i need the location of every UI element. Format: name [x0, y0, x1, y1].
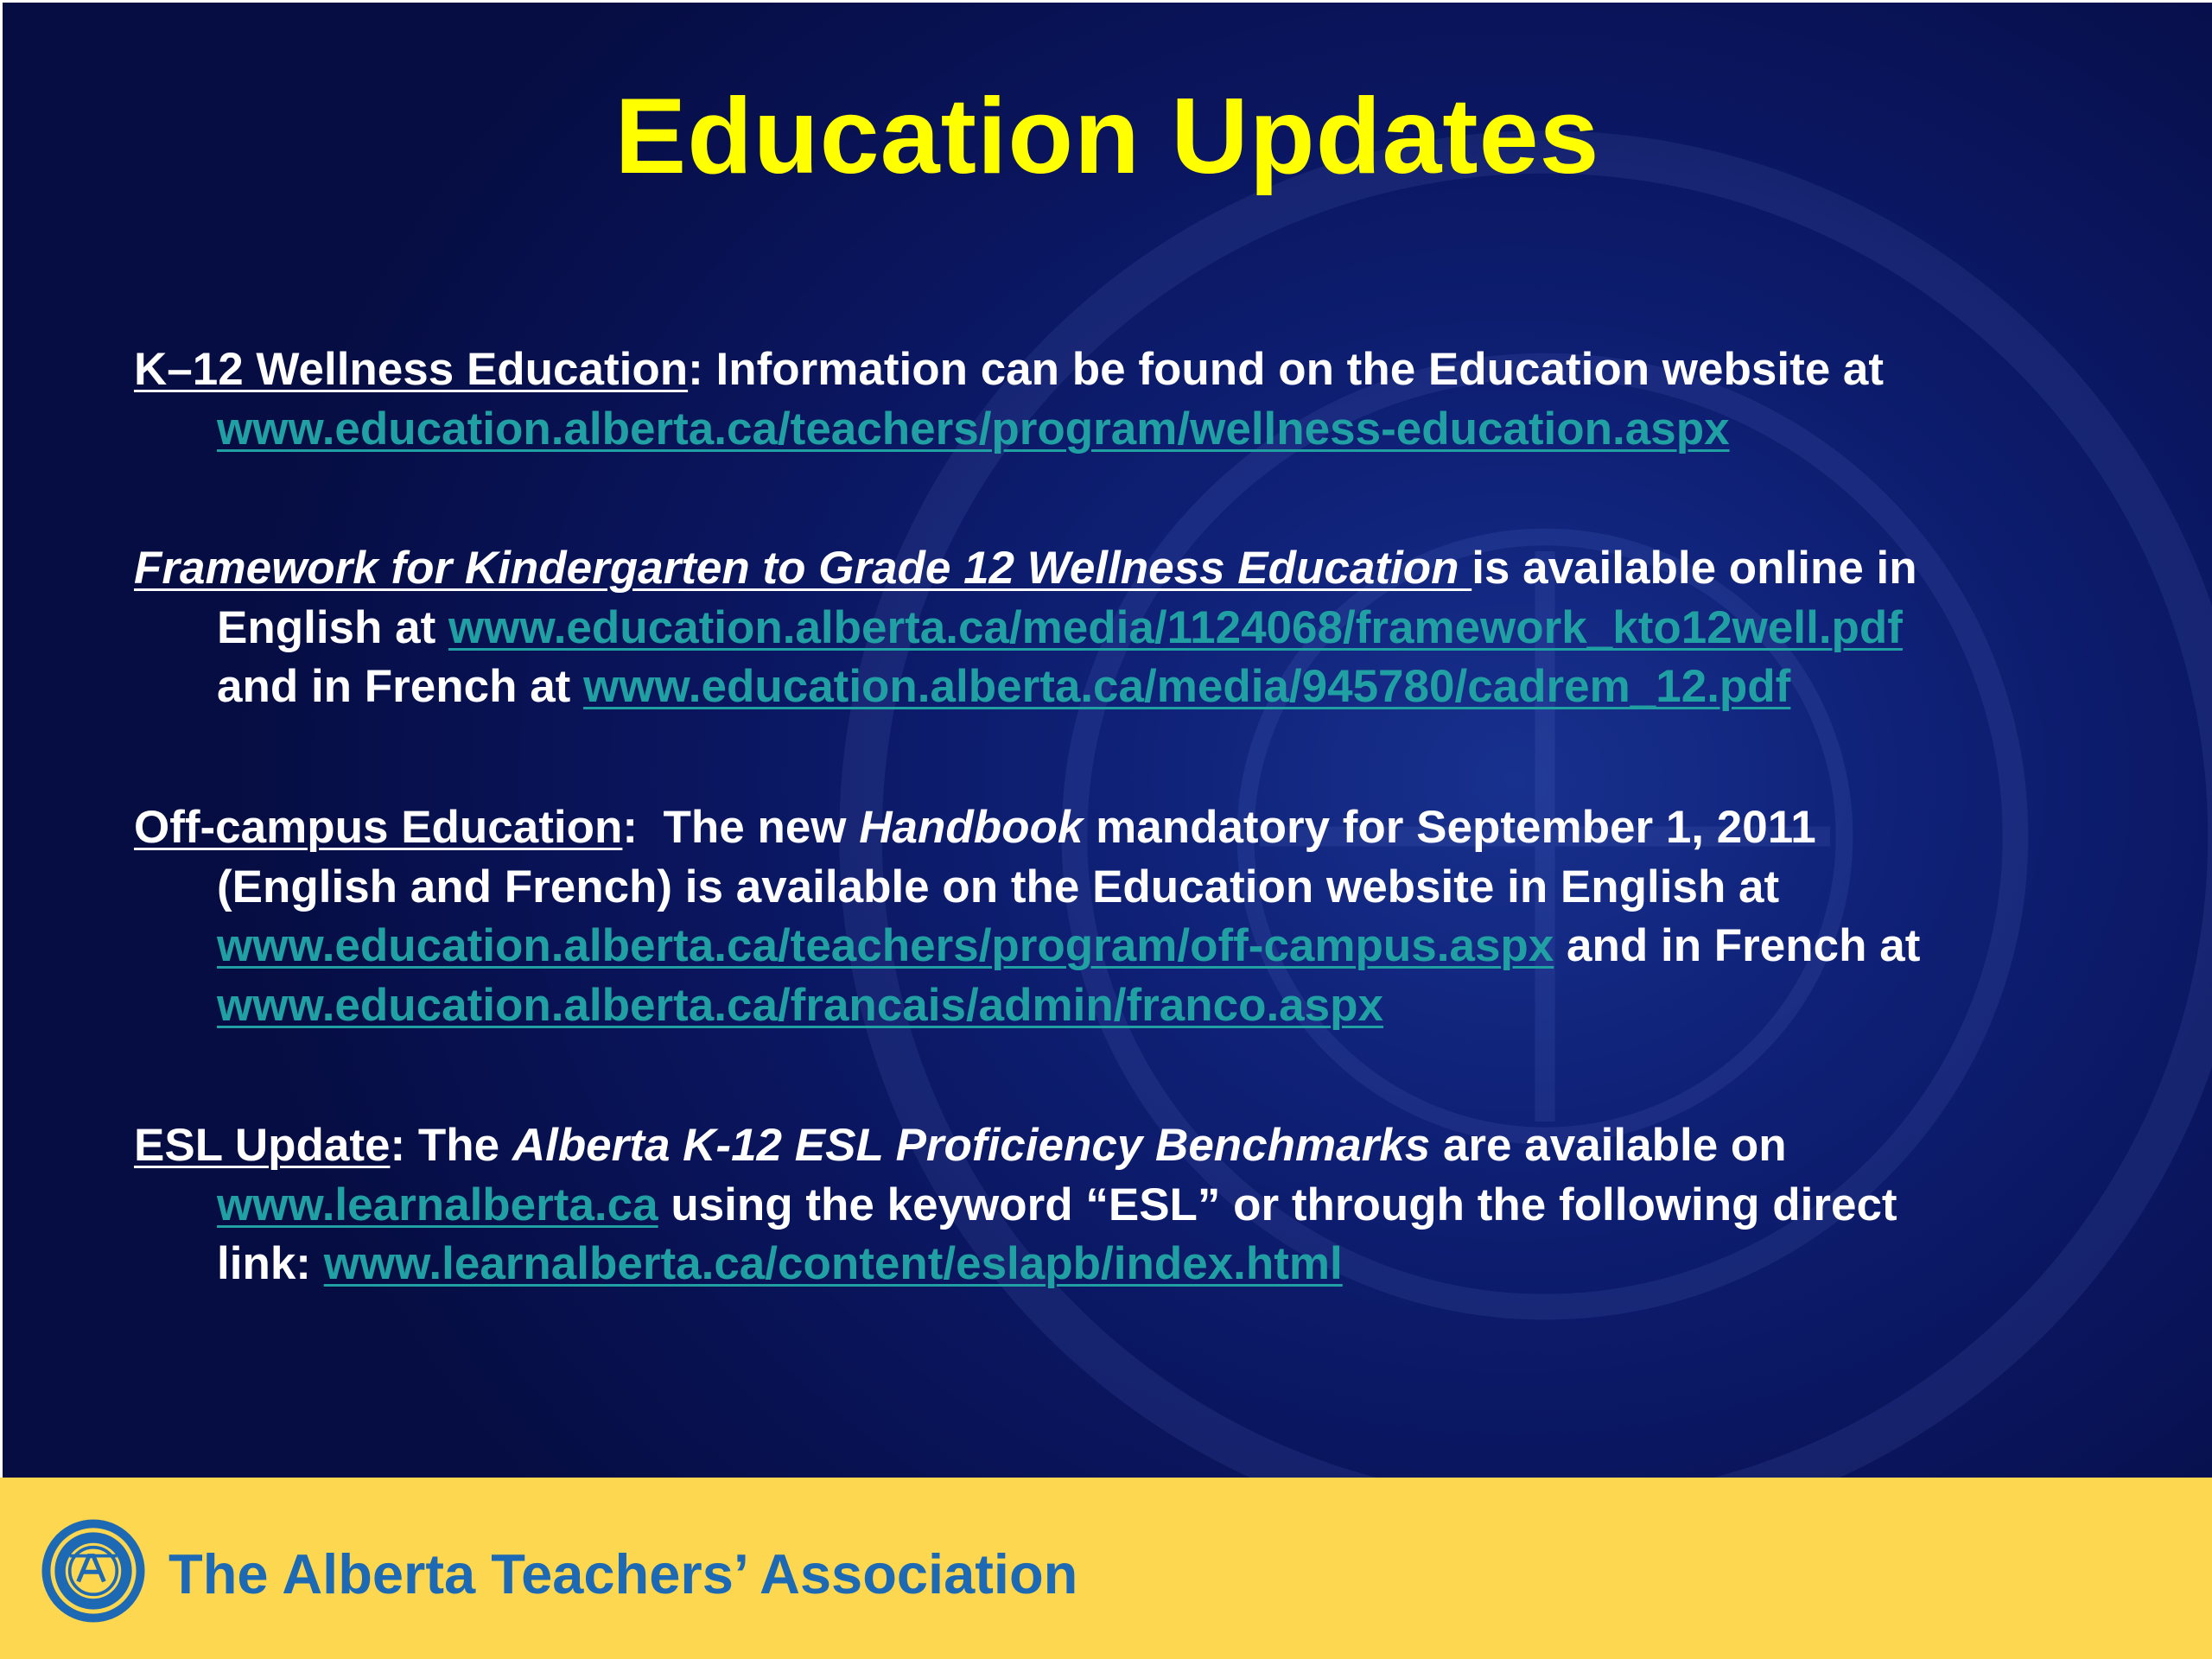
item-text: and in French at [1567, 920, 1921, 971]
esl-update-item [134, 1116, 2170, 1294]
framework-french-link[interactable]: www.education.alberta.ca/media/945780/cadrem_12.pdf [583, 661, 1791, 712]
item-text: are available on [1442, 1120, 1787, 1171]
item-heading: Off-campus Education [134, 802, 623, 853]
item-text: : Information can be found on the Education website at [688, 344, 1885, 395]
ata-seal-icon [40, 1517, 147, 1624]
framework-english-link[interactable]: www.education.alberta.ca/media/1124068/framework_kto12well.pdf [448, 601, 1903, 653]
esl-benchmarks-link[interactable]: www.learnalberta.ca/content/eslapb/index.html [323, 1238, 1343, 1289]
item-text: : The [390, 1120, 500, 1171]
item-emphasis: Handbook [859, 802, 1084, 853]
item-text: link: [217, 1238, 311, 1289]
item-heading: Framework for Kindergarten to Grade 12 Wellness Education [134, 543, 1459, 594]
item-text: (English and French) is available on the Education website in English at [217, 861, 1780, 912]
item-text: mandatory for September 1, 2011 [1096, 802, 1816, 853]
learnalberta-link[interactable]: www.learnalberta.ca [217, 1179, 658, 1230]
off-campus-french-link[interactable]: www.education.alberta.ca/francais/admin/franco.aspx [217, 979, 1383, 1031]
item-emphasis: Alberta K-12 ESL Proficiency Benchmarks [512, 1120, 1431, 1171]
slide-content-area [3, 3, 2212, 1478]
off-campus-education-item [134, 798, 2170, 1035]
wellness-framework-item [134, 539, 2170, 717]
item-text: is available online in [1471, 543, 1917, 594]
item-text: : The new [622, 802, 847, 853]
wellness-education-link[interactable]: www.education.alberta.ca/teachers/program/wellness-education.aspx [217, 403, 1730, 454]
footer-bar [0, 1478, 2212, 1659]
organization-name: The Alberta Teachers’ Association [168, 1542, 1078, 1605]
item-text: using the keyword “ESL” or through the following direct [671, 1179, 1897, 1230]
item-heading: ESL Update [134, 1120, 391, 1171]
item-heading: K–12 Wellness Education [134, 344, 689, 395]
wellness-education-item [134, 340, 2170, 459]
slide-title: Education Updates [614, 77, 1600, 196]
item-text: and in French at [217, 661, 571, 712]
item-text: English at [217, 601, 436, 653]
off-campus-english-link[interactable]: www.education.alberta.ca/teachers/program/off-campus.aspx [217, 920, 1554, 971]
